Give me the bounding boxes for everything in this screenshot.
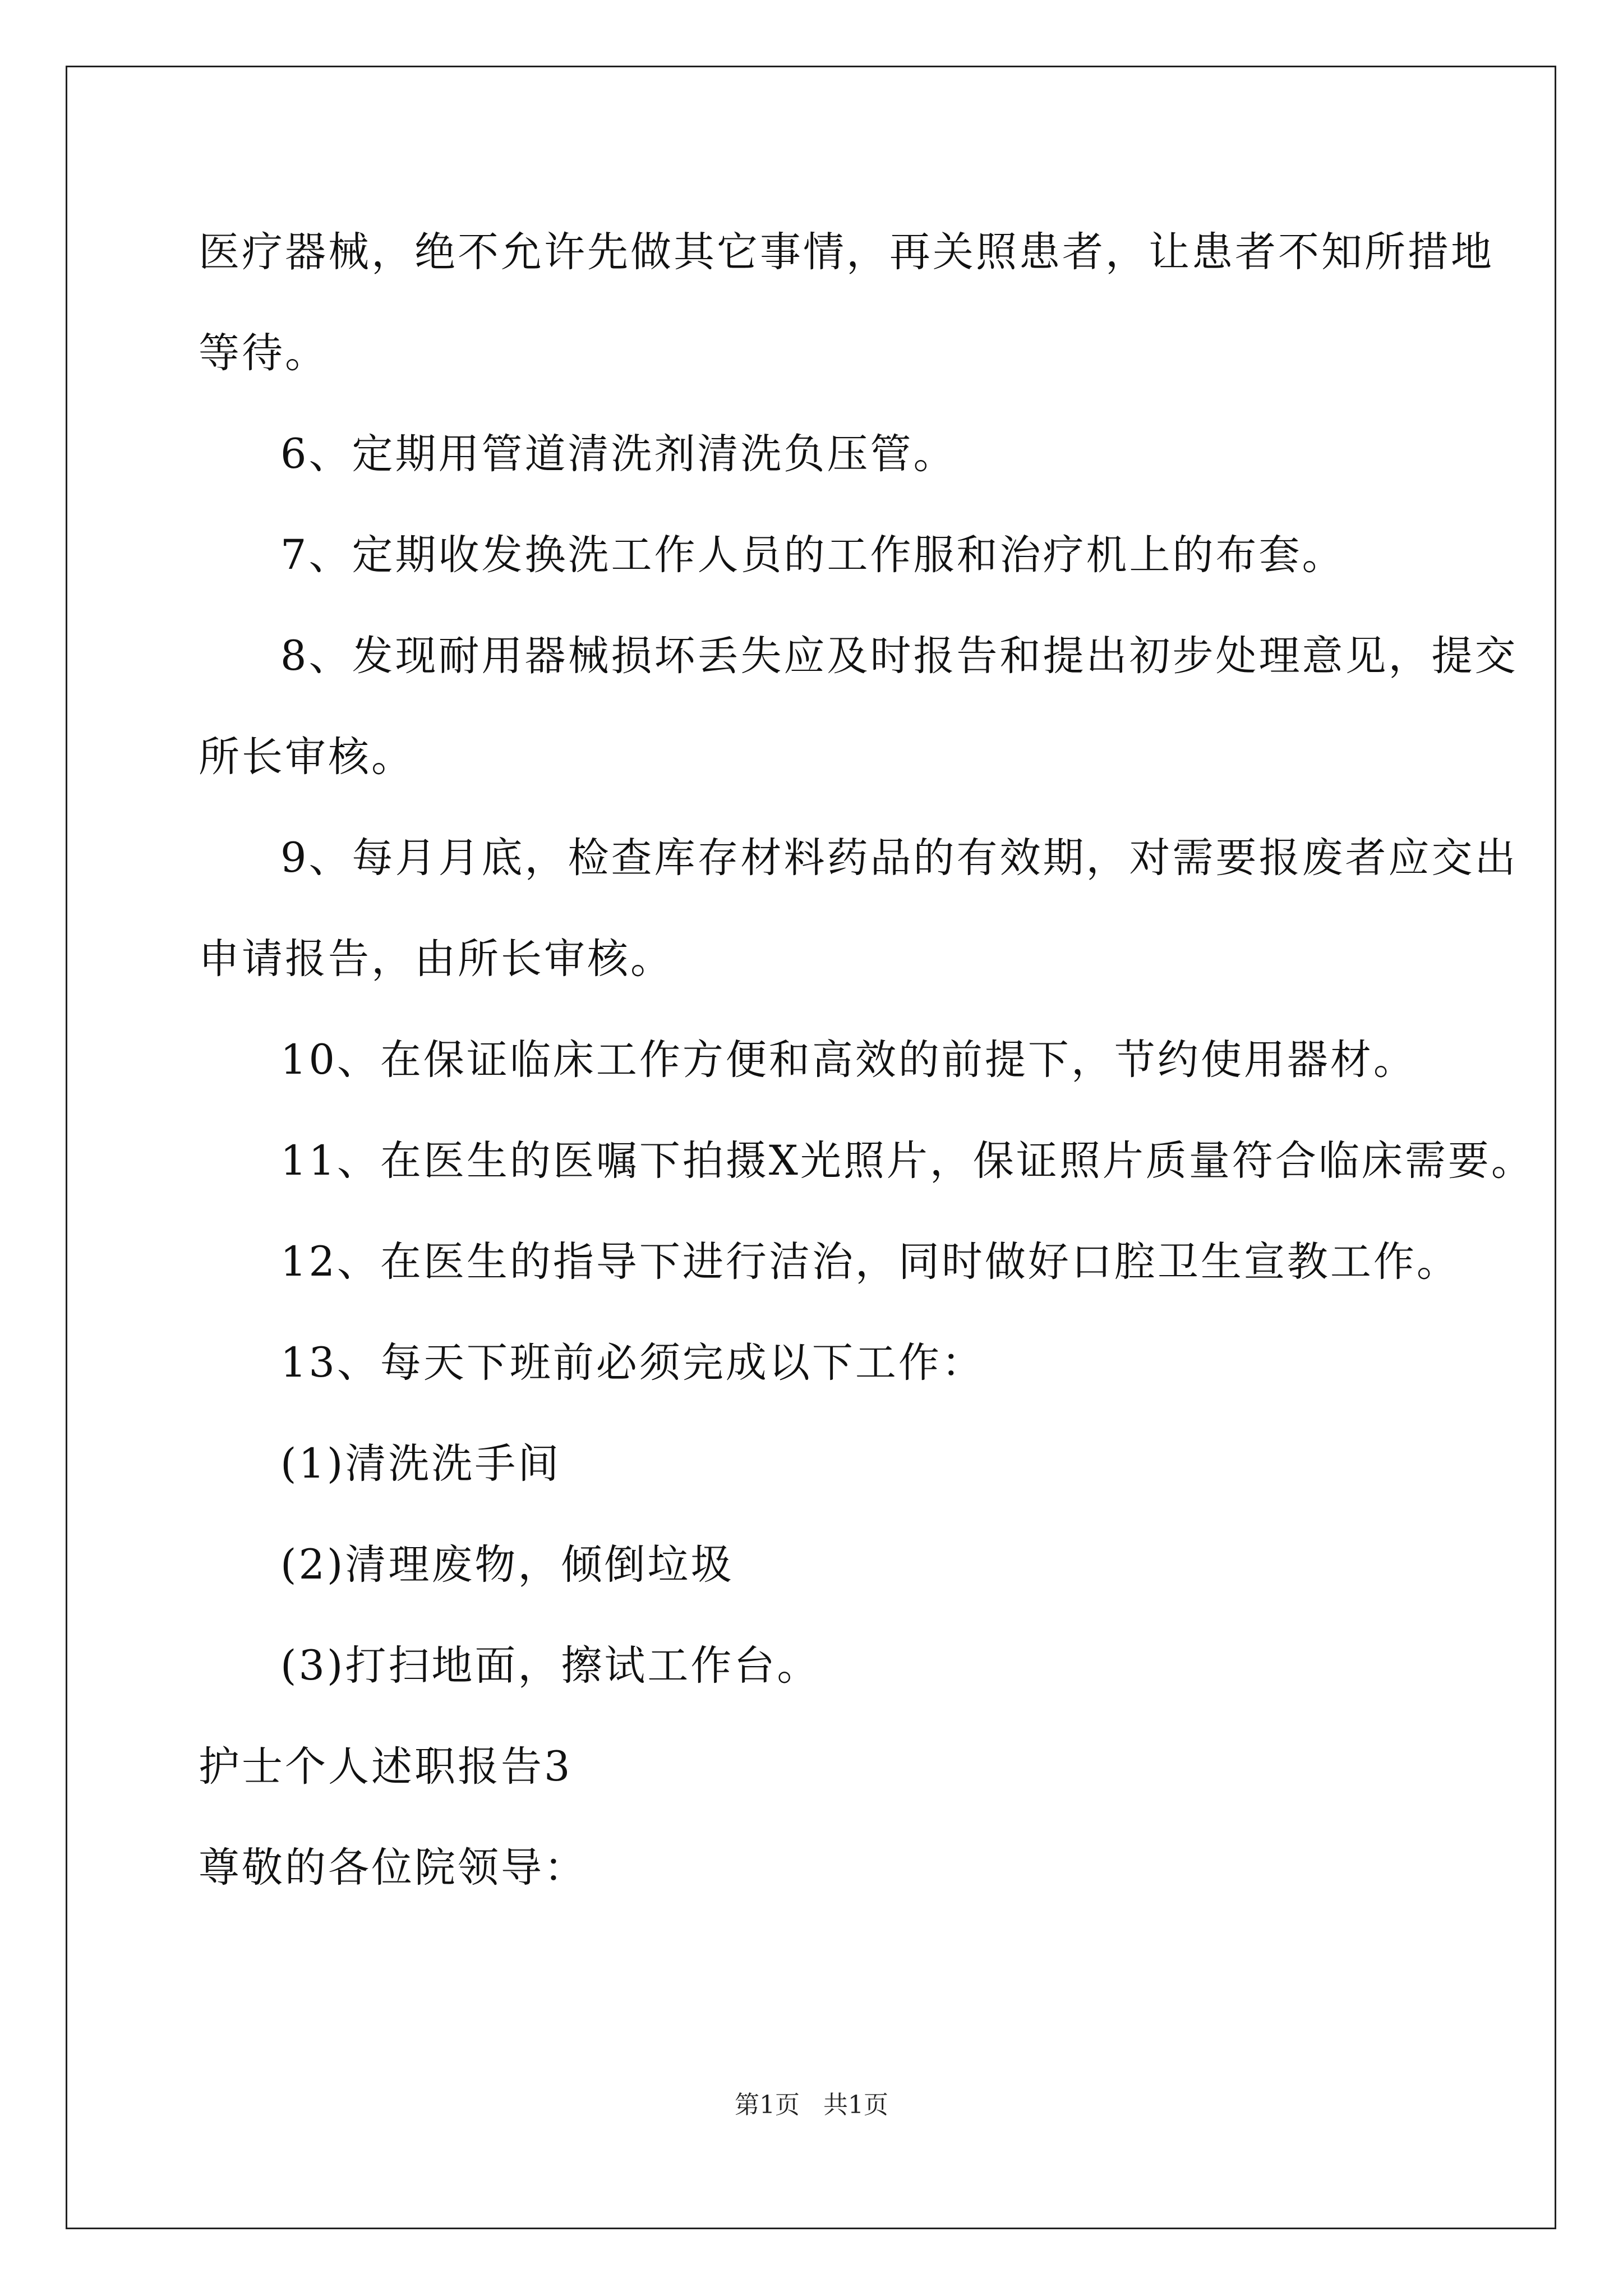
list-item-6: 6、定期用管道清洗剂清洗负压管。	[280, 430, 957, 478]
list-item-12: 12、在医生的指导下进行洁治，同时做好口腔卫生宣教工作。	[280, 1238, 1460, 1286]
list-item-10: 10、在保证临床工作方便和高效的前提下，节约使用器材。	[280, 1036, 1417, 1084]
list-item-7: 7、定期收发换洗工作人员的工作服和治疗机上的布套。	[280, 531, 1345, 579]
section-heading: 护士个人述职报告3	[199, 1743, 573, 1791]
sub-item-2: (2)清理废物，倾倒垃圾	[280, 1541, 734, 1589]
paragraph-line: 医疗器械，绝不允许先做其它事情，再关照患者，让患者不知所措地	[199, 228, 1494, 276]
list-item-11: 11、在医生的医嘱下拍摄X光照片，保证照片质量符合临床需要。	[280, 1137, 1534, 1185]
list-item-8-continued: 所长审核。	[199, 733, 414, 781]
list-item-8: 8、发现耐用器械损坏丢失应及时报告和提出初步处理意见，提交	[280, 632, 1518, 680]
list-item-9-continued: 申请报告，由所长审核。	[199, 935, 674, 983]
salutation: 尊敬的各位院领导：	[199, 1844, 587, 1892]
sub-item-3: (3)打扫地面，擦试工作台。	[280, 1642, 820, 1690]
list-item-13: 13、每天下班前必须完成以下工作：	[280, 1339, 985, 1387]
list-item-9: 9、每月月底，检查库存材料药品的有效期，对需要报废者应交出	[280, 834, 1518, 882]
paragraph-line: 等待。	[199, 329, 328, 377]
page-footer: 第1页 共1页	[735, 2091, 888, 2119]
sub-item-1: (1)清洗洗手间	[280, 1440, 561, 1488]
